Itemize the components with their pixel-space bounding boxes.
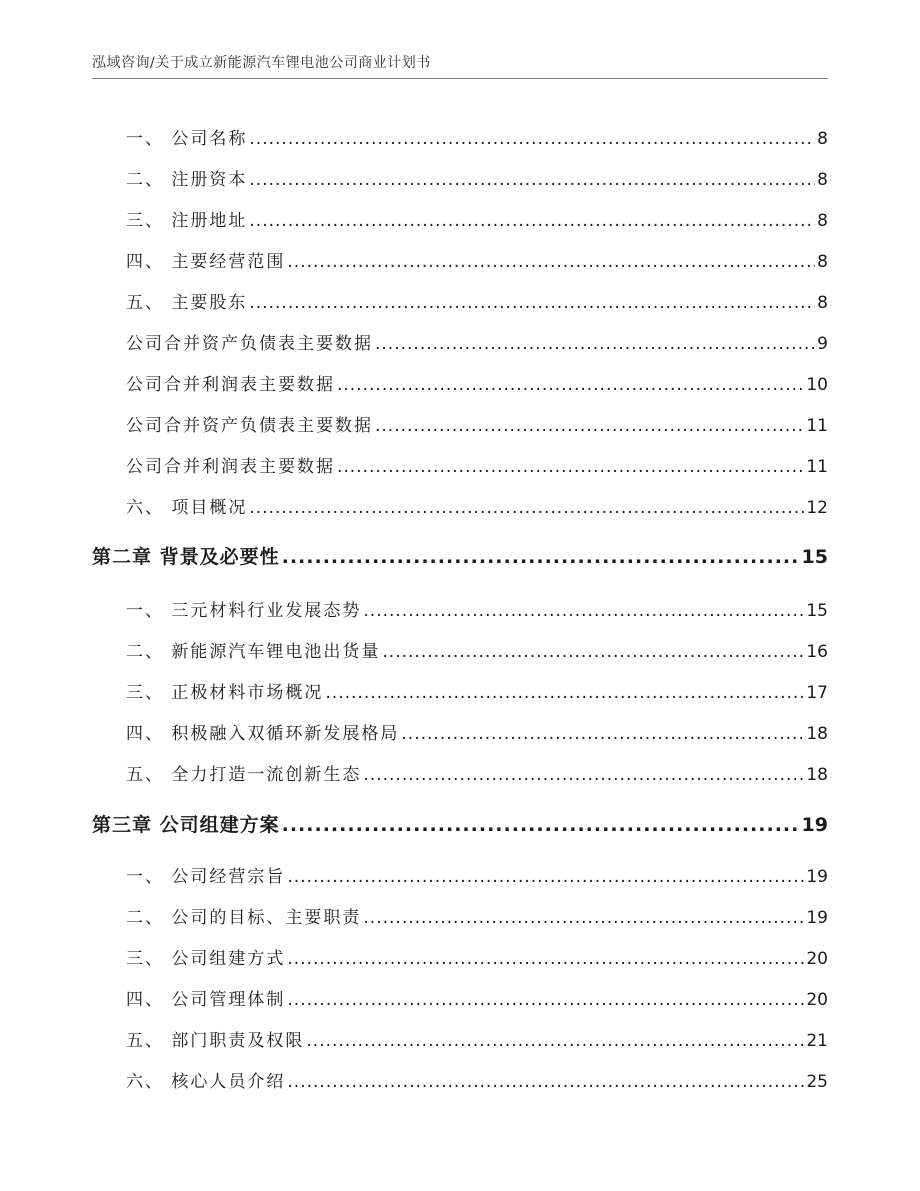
- toc-entry[interactable]: [126, 719, 828, 744]
- toc-dot-leader: [337, 375, 804, 395]
- toc-dot-leader: [325, 683, 804, 703]
- toc-dot-leader: [249, 129, 815, 149]
- toc-page-number: 20: [806, 990, 828, 1010]
- toc-dot-leader: [282, 546, 800, 568]
- toc-entry-label: 四、 公司管理体制: [126, 990, 286, 1010]
- toc-entry[interactable]: [126, 678, 828, 703]
- toc-entry-label: 三、 公司组建方式: [126, 949, 286, 969]
- toc-entry[interactable]: [126, 862, 828, 887]
- toc-dot-leader: [287, 990, 804, 1010]
- page-header: 泓域咨询/关于成立新能源汽车锂电池公司商业计划书: [92, 55, 431, 71]
- toc-entry-label: 三、 正极材料市场概况: [126, 683, 324, 703]
- toc-entry-label: 六、 项目概况: [126, 498, 248, 518]
- toc-page-number: 16: [806, 642, 828, 662]
- toc-page-number: 21: [806, 1031, 828, 1051]
- toc-entry-label: 二、 公司的目标、主要职责: [126, 908, 362, 928]
- toc-entry[interactable]: [126, 288, 828, 313]
- toc-chapter-entry[interactable]: [92, 810, 828, 837]
- toc-entry[interactable]: [126, 452, 828, 477]
- toc-entry-label: 六、 核心人员介绍: [126, 1072, 286, 1092]
- toc-dot-leader: [282, 814, 800, 836]
- toc-entry-label: 四、 主要经营范围: [126, 252, 286, 272]
- toc-entry[interactable]: [126, 1026, 828, 1051]
- toc-entry-label: 二、 注册资本: [126, 170, 248, 190]
- toc-entry-label: 公司合并资产负债表主要数据: [126, 416, 373, 436]
- toc-dot-leader: [375, 416, 804, 436]
- toc-page-number: 10: [806, 375, 828, 395]
- toc-entry-label: 三、 注册地址: [126, 211, 248, 231]
- toc-entry[interactable]: [126, 1067, 828, 1092]
- toc-dot-leader: [287, 867, 804, 887]
- toc-page-number: 19: [801, 814, 828, 836]
- toc-entry-label: 五、 主要股东: [126, 293, 248, 313]
- toc-page-number: 15: [806, 601, 828, 621]
- toc-dot-leader: [287, 949, 804, 969]
- toc-page-number: 9: [817, 334, 828, 354]
- toc-dot-leader: [401, 724, 804, 744]
- toc-entry-label: 五、 部门职责及权限: [126, 1031, 305, 1051]
- toc-entry-label: 一、 三元材料行业发展态势: [126, 601, 362, 621]
- toc-page-number: 18: [806, 724, 828, 744]
- toc-page-number: 8: [817, 211, 828, 231]
- toc-entry[interactable]: [126, 760, 828, 785]
- toc-page-number: 12: [806, 498, 828, 518]
- toc-entry[interactable]: [126, 411, 828, 436]
- toc-chapter-entry[interactable]: [92, 542, 828, 569]
- toc-chapter-label: 第三章 公司组建方案: [92, 814, 280, 836]
- toc-page-number: 8: [817, 170, 828, 190]
- toc-dot-leader: [249, 498, 804, 518]
- toc-entry-label: 二、 新能源汽车锂电池出货量: [126, 642, 381, 662]
- toc-entry[interactable]: [126, 124, 828, 149]
- toc-dot-leader: [249, 211, 815, 231]
- toc-dot-leader: [382, 642, 804, 662]
- toc-entry[interactable]: [126, 944, 828, 969]
- toc-page-number: 8: [817, 129, 828, 149]
- toc-entry-label: 公司合并利润表主要数据: [126, 457, 335, 477]
- toc-entry[interactable]: [126, 165, 828, 190]
- toc-dot-leader: [249, 293, 815, 313]
- toc-entry[interactable]: [126, 329, 828, 354]
- toc-entry[interactable]: [126, 206, 828, 231]
- toc-page-number: 19: [806, 908, 828, 928]
- toc-entry[interactable]: [126, 370, 828, 395]
- toc-chapter-label: 第二章 背景及必要性: [92, 546, 280, 568]
- toc-dot-leader: [363, 765, 804, 785]
- toc-dot-leader: [337, 457, 804, 477]
- toc-page-number: 25: [806, 1072, 828, 1092]
- toc-page-number: 8: [817, 252, 828, 272]
- toc-entry[interactable]: [126, 247, 828, 272]
- toc-entry-label: 公司合并资产负债表主要数据: [126, 334, 373, 354]
- toc-entry[interactable]: [126, 596, 828, 621]
- toc-page-number: 17: [806, 683, 828, 703]
- toc-dot-leader: [249, 170, 815, 190]
- toc-page-number: 15: [801, 546, 828, 568]
- toc-entry[interactable]: [126, 985, 828, 1010]
- toc-entry-label: 四、 积极融入双循环新发展格局: [126, 724, 400, 744]
- toc-entry[interactable]: [126, 903, 828, 928]
- toc-dot-leader: [287, 252, 815, 272]
- toc-page-number: 8: [817, 293, 828, 313]
- toc-entry[interactable]: [126, 637, 828, 662]
- toc-dot-leader: [287, 1072, 804, 1092]
- toc-dot-leader: [363, 601, 804, 621]
- toc-entry-label: 五、 全力打造一流创新生态: [126, 765, 362, 785]
- toc-entry[interactable]: [126, 493, 828, 518]
- toc-entry-label: 一、 公司经营宗旨: [126, 867, 286, 887]
- toc-page-number: 19: [806, 867, 828, 887]
- toc-dot-leader: [363, 908, 804, 928]
- toc-dot-leader: [375, 334, 815, 354]
- toc-entry-label: 公司合并利润表主要数据: [126, 375, 335, 395]
- toc-page-number: 18: [806, 765, 828, 785]
- toc-page-number: 11: [806, 416, 828, 436]
- toc-entry-label: 一、 公司名称: [126, 129, 248, 149]
- toc-dot-leader: [306, 1031, 804, 1051]
- toc-page-number: 11: [806, 457, 828, 477]
- toc-page-number: 20: [806, 949, 828, 969]
